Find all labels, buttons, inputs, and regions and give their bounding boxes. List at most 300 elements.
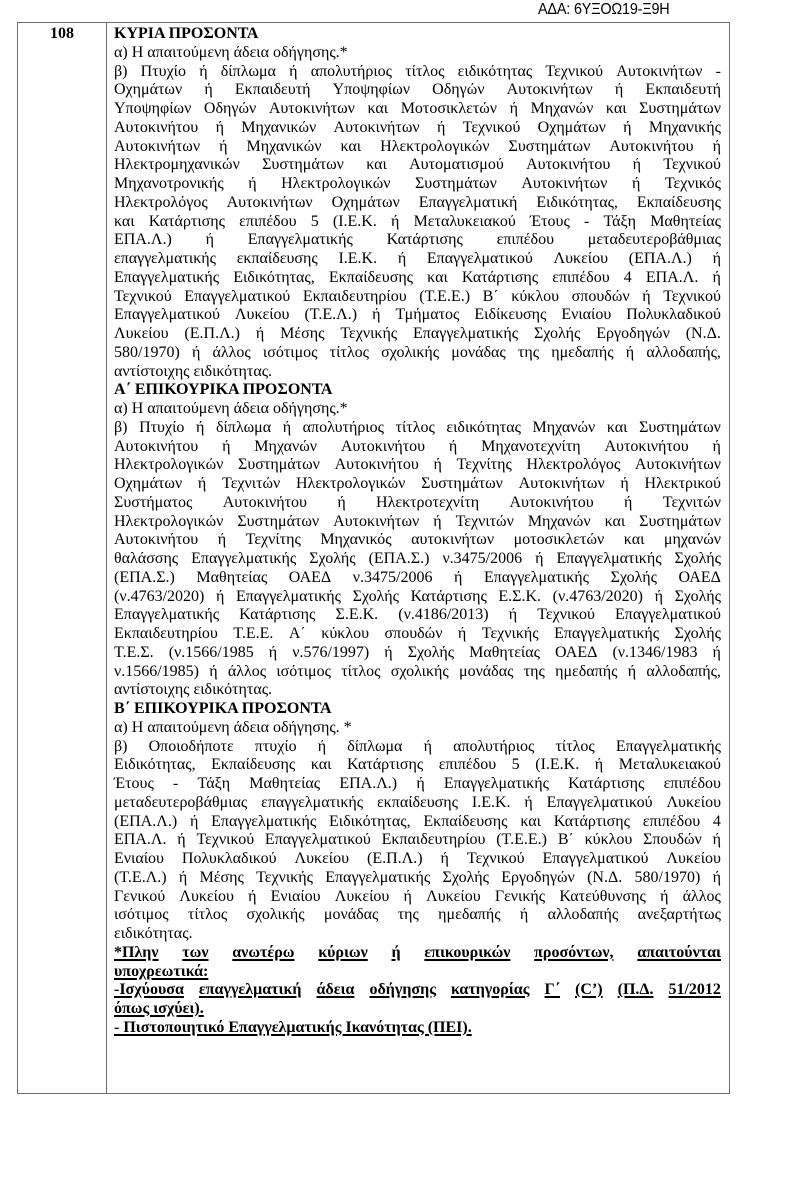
word: Συστημάτων <box>421 475 503 492</box>
word: ή <box>384 643 393 661</box>
word: 4 <box>623 268 632 286</box>
word: Σπουδών <box>643 831 702 849</box>
word: Αυτοκινήτου <box>334 456 419 474</box>
word: επιπέδου <box>552 268 610 286</box>
word: Ενιαίου <box>114 850 164 867</box>
line-text: - Πιστοποιητικό Επαγγελματικής Ικανότητας (ΠΕΙ). <box>114 1018 472 1036</box>
word: Πτυχίο <box>140 62 186 80</box>
word: Εκπαιδευτηρίου <box>302 287 407 305</box>
word: Επαγγελματικής <box>191 550 297 567</box>
word: Επαγγελματικού <box>542 850 649 867</box>
paragraph-line <box>114 456 721 475</box>
word: Εκπαίδευσης <box>328 268 414 286</box>
word: Α΄ <box>288 625 306 642</box>
word: ΟΑΕΔ <box>554 643 598 661</box>
word: της <box>517 343 540 361</box>
word: άλλος <box>682 887 721 905</box>
word: ή <box>255 325 265 342</box>
word: ή <box>391 943 401 961</box>
paragraph-line <box>114 644 721 663</box>
word: ημεδαπής <box>555 662 618 680</box>
word: Β΄ <box>557 831 574 849</box>
word: Αυτοκινήτων <box>114 137 201 155</box>
word: Τεχνικού <box>663 287 721 305</box>
paragraph-line <box>114 513 721 532</box>
word: τίτλος <box>395 418 435 436</box>
word: Σχολής <box>442 868 489 886</box>
word: ανεξαρτήτως <box>637 906 721 924</box>
word: Τεχνικός <box>664 175 721 192</box>
word: ή <box>209 662 218 680</box>
word: Λυκείου <box>426 887 481 905</box>
word: Αυτοκινήτου <box>222 493 307 511</box>
word: Επαγγελματικής <box>114 268 220 286</box>
word: β) <box>114 418 128 436</box>
word: Επαγγελματικής <box>443 775 549 792</box>
word: ή <box>248 175 257 192</box>
word: κατηγορίας <box>450 981 530 999</box>
word: ή <box>215 118 224 136</box>
word: Επαγγελματικού <box>114 306 220 324</box>
word: ν.3475/2006 <box>352 568 433 586</box>
word: Μηχανοτεχνίτη <box>481 437 581 455</box>
paragraph-line <box>114 138 721 157</box>
word: Ηλεκτρολογικών <box>281 175 391 192</box>
word: (ΕΠΑ.Λ.) <box>114 812 178 830</box>
word: Εργοδηγών <box>501 868 575 886</box>
word: Λυκείου <box>553 250 609 267</box>
word: ν.3475/2006 <box>442 550 523 567</box>
word: και <box>114 212 135 230</box>
word: σχολικής <box>390 662 449 680</box>
word: Συστημάτων <box>508 137 591 155</box>
word: Επαγγελματικής <box>554 625 660 642</box>
word: τίτλος <box>187 906 228 924</box>
word: Γ΄ <box>544 981 561 999</box>
word: - <box>715 62 721 80</box>
word: Αυτοκινήτου <box>604 437 689 455</box>
paragraph-line <box>114 100 721 119</box>
word: ν.1566/1985) <box>114 662 200 680</box>
word: ή <box>217 531 227 549</box>
word: Πολυκλαδικού <box>626 306 721 324</box>
paragraph-line <box>114 850 721 869</box>
word: Σχολής <box>610 568 657 586</box>
word: (C’) <box>575 981 603 999</box>
word: Μαθητείας <box>650 212 721 230</box>
word: Οχημάτων <box>114 81 183 99</box>
word: Σχολής <box>309 550 356 567</box>
word: Αυτοκινήτων <box>634 456 721 474</box>
word: και <box>623 531 645 549</box>
word: ν.576/1997) <box>292 643 370 661</box>
word: επαγγελματικής <box>261 793 364 811</box>
word: Επαγγελματικής <box>483 568 589 586</box>
word: ή <box>436 118 446 136</box>
word: επικουρικών <box>424 943 511 961</box>
word: Αυτοκινήτων <box>518 475 605 492</box>
word: ή <box>433 512 442 530</box>
word: Εργοδηγών <box>596 325 670 342</box>
word: ή <box>391 212 400 230</box>
paragraph-line <box>114 681 721 700</box>
paragraph-line <box>114 269 721 288</box>
word: Οχημάτων <box>331 193 400 211</box>
word: -Ισχύουσα <box>114 981 184 999</box>
word: κύκλου <box>321 625 370 642</box>
word: Επαγγελματική <box>418 193 518 211</box>
word: Τάξη <box>197 775 231 792</box>
word: ή <box>627 662 637 680</box>
word: μηχανών <box>663 531 721 549</box>
paragraph-line <box>114 719 721 738</box>
word: Επαγγελματικού <box>264 831 371 849</box>
word: μονάδας <box>458 662 514 680</box>
word: κύκλου <box>511 287 560 305</box>
word: Τεχνικού <box>466 850 525 867</box>
word: Αυτοκινήτου <box>509 493 594 511</box>
word: μεταδευτεροβάθμιας <box>587 231 721 249</box>
paragraph-line <box>114 438 721 457</box>
word: Μηχανών <box>532 418 596 436</box>
word: ημεδαπής <box>438 906 501 924</box>
word: Έτους <box>529 212 570 230</box>
word: Επαγγελματικού <box>615 606 721 624</box>
word: Ειδικότητας, <box>114 756 196 774</box>
word: (Τ.Ε.Λ.) <box>114 868 167 886</box>
word: (ν.4186/2013) <box>398 606 489 624</box>
word: Πολυκλαδικού <box>181 850 277 867</box>
word: Ηλεκτρολογικών <box>114 512 224 530</box>
paragraph-line <box>114 775 721 794</box>
word: ή <box>317 737 327 755</box>
word: Ειδικότητας, <box>329 812 411 830</box>
word: ή <box>454 568 463 586</box>
word: Αυτοματισμού <box>409 156 504 174</box>
word: Υποψηφίων <box>114 100 192 117</box>
word: (ν.4763/2020) <box>552 587 643 605</box>
word: σχολικής <box>381 343 440 361</box>
word: ή <box>403 887 412 905</box>
line-text: α) Η απαιτούμενη άδεια οδήγησης.* <box>114 43 348 61</box>
word: επιπέδου <box>496 231 554 249</box>
word: Εκπαίδευσης <box>636 193 721 211</box>
word: ειδικότητας <box>446 418 521 436</box>
word: και <box>366 156 387 174</box>
word: Ειδικότητας, <box>536 193 618 211</box>
word: ή <box>423 737 432 755</box>
word: Υποψηφίων <box>332 81 410 99</box>
word: Ενιαίου <box>270 887 321 905</box>
word: Οχημάτων <box>114 475 183 492</box>
requirement-line <box>114 981 721 1000</box>
word: θαλάσσης <box>114 550 179 567</box>
word: ΕΠΑ.Λ.) <box>339 775 398 792</box>
word: ή <box>416 775 425 792</box>
word: Μέσης <box>199 868 244 886</box>
word: ή <box>215 587 225 605</box>
word: ή <box>199 62 208 80</box>
word: και <box>340 137 362 155</box>
paragraph-line <box>114 888 721 907</box>
word: ή <box>594 756 604 774</box>
word: (Ε.Π.Λ.) <box>184 325 241 342</box>
section-title <box>114 381 721 400</box>
paragraph-line <box>114 756 721 775</box>
word: ισότιμος <box>114 906 169 924</box>
word: ισότιμος <box>262 343 318 361</box>
word: *Πλην <box>114 943 159 961</box>
word: ή <box>625 343 635 361</box>
word: 580/1970) <box>634 868 701 886</box>
word: απολυτήριος <box>453 737 535 755</box>
paragraph-line <box>114 119 721 138</box>
word: ή <box>282 418 292 436</box>
word: Αυτοκινήτου <box>526 156 611 174</box>
word: Μηχανών <box>530 100 594 117</box>
word: Συστημάτων <box>414 175 497 192</box>
line-text: ΚΥΡΙΑ ΠΡΟΣΟΝΤΑ <box>114 25 259 42</box>
word: Τεχνικού <box>462 118 521 136</box>
word: - <box>173 775 179 792</box>
word: Τεχνίτης <box>456 456 512 474</box>
word: ή <box>189 812 199 830</box>
paragraph-line <box>114 194 721 213</box>
word: της <box>397 906 419 924</box>
word: Τεχνίτης <box>245 531 301 549</box>
word: άλλος <box>212 343 251 361</box>
word: Γενικού <box>114 887 166 905</box>
word: ή <box>631 175 641 192</box>
word: Τεχνικής <box>256 868 313 886</box>
word: Συστημάτων <box>237 512 320 530</box>
paragraph-line <box>114 156 721 175</box>
line-text: α) Η απαιτούμενη άδεια οδήγησης.* <box>114 400 348 417</box>
line-text: ειδικότητας. <box>114 925 193 942</box>
word: ή <box>433 456 442 474</box>
word: Τεχνικού <box>663 156 721 174</box>
word: ΟΑΕΔ <box>288 568 332 586</box>
word: Οχημάτων <box>537 118 606 136</box>
paragraph-line <box>114 325 721 344</box>
word: Αυτοκινήτων <box>268 100 355 117</box>
paragraph-line <box>114 231 721 250</box>
word: απολυτήριος <box>302 418 384 436</box>
word: δίπλωμα <box>220 62 276 80</box>
word: και <box>606 418 628 436</box>
word: Μαθητείας <box>249 775 321 792</box>
word: Τεχνικού <box>545 62 604 80</box>
word: (ΕΠΑ.Λ.) <box>628 250 692 267</box>
word: ή <box>268 643 278 661</box>
word: Ηλεκτρολογικών <box>296 475 406 492</box>
word: ή <box>204 81 213 99</box>
word: ή <box>191 343 201 361</box>
word: Μηχανικής <box>648 118 721 136</box>
word: ή <box>632 156 641 174</box>
word: (Π.Δ. <box>617 981 654 999</box>
word: Ειδικότητας, <box>233 268 315 286</box>
word: τίτλος <box>329 343 369 361</box>
paragraph-line <box>114 306 721 325</box>
word: ή <box>524 793 533 811</box>
word: Εκπαίδευσης <box>423 812 508 830</box>
paragraph-line <box>114 531 721 550</box>
paragraph-line <box>114 288 721 307</box>
paragraph-line <box>114 81 721 100</box>
word: Ηλεκτροτεχνίτη <box>376 493 480 511</box>
word: ή <box>509 100 518 117</box>
word: Αυτοκινήτων <box>506 81 593 99</box>
word: Μηχανικών <box>241 118 317 136</box>
word: εκπαίδευσης <box>376 793 459 811</box>
word: Κατάρτισης <box>461 268 539 286</box>
word: μονάδας <box>451 343 506 361</box>
word: επαγγελματική <box>198 981 302 999</box>
word: Συστημάτων <box>639 100 721 117</box>
paragraph-line <box>114 494 721 513</box>
word: Μεταλυκειακού <box>413 212 516 230</box>
word: εκπαίδευσης <box>236 250 318 267</box>
word: (ν.1346/1983 <box>612 643 698 661</box>
word: (Τ.Ε.Ε.) <box>496 831 548 849</box>
word: Ειδίκευσης <box>474 306 547 324</box>
word: ή <box>642 287 651 305</box>
line-text: όπως ισχύει). <box>114 1000 204 1017</box>
word: Τεχνικής <box>340 325 398 342</box>
row-number: 108 <box>50 25 74 42</box>
word: Ηλεκτρολογικών <box>114 456 224 474</box>
paragraph-line <box>114 813 721 832</box>
word: ή <box>289 62 298 80</box>
word: Επαγγελματικού <box>426 250 533 267</box>
row-number-cell <box>18 23 107 1093</box>
word: Εκπαιδευτή <box>234 81 311 99</box>
word: Κατάρτισης <box>239 606 316 624</box>
word: ή <box>197 475 207 492</box>
word: Ηλεκτρολογικών <box>380 137 490 155</box>
word: Συστημάτων <box>639 418 721 436</box>
word: Μηχανικών <box>246 137 322 155</box>
word: ή <box>178 868 188 886</box>
word: δίπλωμα <box>347 737 403 755</box>
word: Εκπαιδευτηρίου <box>381 831 486 849</box>
word: 4 <box>712 812 721 830</box>
word: 5 <box>310 212 319 230</box>
paragraph-line <box>114 606 721 625</box>
paragraph-line <box>114 869 721 888</box>
word: Αυτοκινήτου <box>609 137 694 155</box>
word: ή <box>712 831 721 849</box>
word: Ηλεκτρολόγος <box>114 193 208 211</box>
word: Τμήματος <box>395 306 460 324</box>
word: και <box>367 100 389 117</box>
line-text: αντίστοιχης ειδικότητας. <box>114 362 273 380</box>
word: αλλοδαπής, <box>646 662 721 680</box>
line-text: α) Η απαιτούμενη άδεια οδήγησης. * <box>114 718 352 736</box>
word: και <box>427 268 448 286</box>
section-title <box>114 700 721 719</box>
word: ή <box>448 437 458 455</box>
paragraph-line <box>114 419 721 438</box>
word: (Ν.Δ. <box>685 325 721 342</box>
word: ή <box>623 118 632 136</box>
word: και <box>605 100 627 117</box>
word: Συστήματος <box>114 493 193 511</box>
word: (ν.4763/2020) <box>114 587 205 605</box>
word: Σχολής <box>674 625 721 642</box>
word: Μηχανοτρονικής <box>114 175 224 192</box>
paragraph-line <box>114 588 721 607</box>
word: ή <box>712 137 721 155</box>
word: απολυτήριος <box>310 62 392 80</box>
word: των <box>182 943 209 961</box>
word: Μηχανικός <box>320 531 392 549</box>
word: Σχολής <box>674 587 721 605</box>
word: 51/2012 <box>668 981 721 999</box>
word: - <box>583 212 590 230</box>
word: ή <box>508 606 518 624</box>
word: ή <box>457 625 467 642</box>
word: Λυκείου <box>179 887 234 905</box>
word: Κατάρτισης <box>568 775 645 792</box>
word: ΕΠΑ.Λ. <box>114 831 167 849</box>
word: Επαγγελματικής <box>247 231 353 249</box>
word: (Τ.Ε.Ε.) <box>419 287 471 305</box>
word: β) <box>114 62 128 80</box>
word: ή <box>660 887 669 905</box>
word: Ε.Σ.Κ. <box>498 587 542 605</box>
word: Μοτοσικλετών <box>400 100 498 117</box>
word: ΕΠΑ.Λ.) <box>114 231 172 249</box>
word: Τεχνιτών <box>662 493 721 511</box>
paragraph-line <box>114 625 721 644</box>
paragraph-line <box>114 213 721 232</box>
word: Τεχνικού <box>537 606 595 624</box>
word: Ι.Ε.Κ. <box>338 250 378 267</box>
word: μοτοσικλετών <box>513 531 605 549</box>
word: Τεχνικού <box>114 287 172 305</box>
paragraph-line <box>114 925 721 944</box>
line-text: Β΄ ΕΠΙΚΟΥΡΙΚΑ ΠΡΟΣΟΝΤΑ <box>114 700 332 717</box>
word: Κατάρτισης <box>553 812 630 830</box>
word: επαγγελματικής <box>114 250 216 267</box>
paragraph-line <box>114 569 721 588</box>
word: ή <box>712 250 721 267</box>
word: Σχολής <box>674 550 721 567</box>
word: Αυτοκινήτου <box>114 118 199 136</box>
paragraph-line <box>114 363 721 382</box>
word: ή <box>195 418 205 436</box>
section-title <box>114 25 721 44</box>
word: Επαγγελματικού <box>184 287 291 305</box>
word: Τεχνικού <box>196 831 255 849</box>
word: μεταδευτεροβάθμιας <box>114 793 248 811</box>
word: (Ι.Ε.Κ. <box>535 756 580 774</box>
word: σπουδών <box>384 625 443 642</box>
word: ή <box>712 868 721 886</box>
paragraph-line <box>114 344 721 363</box>
word: Κατάρτισης <box>386 231 463 249</box>
word: Αυτοκινήτων <box>333 118 420 136</box>
word: τίτλος <box>555 737 595 755</box>
word: (Ι.Ε.Κ. <box>332 212 377 230</box>
word: Συστημάτων <box>639 512 721 530</box>
paragraph-line <box>114 663 721 682</box>
word: Οδηγών <box>203 100 257 117</box>
word: Μαθητείας <box>196 568 268 586</box>
word: απαιτούνται <box>637 943 721 961</box>
